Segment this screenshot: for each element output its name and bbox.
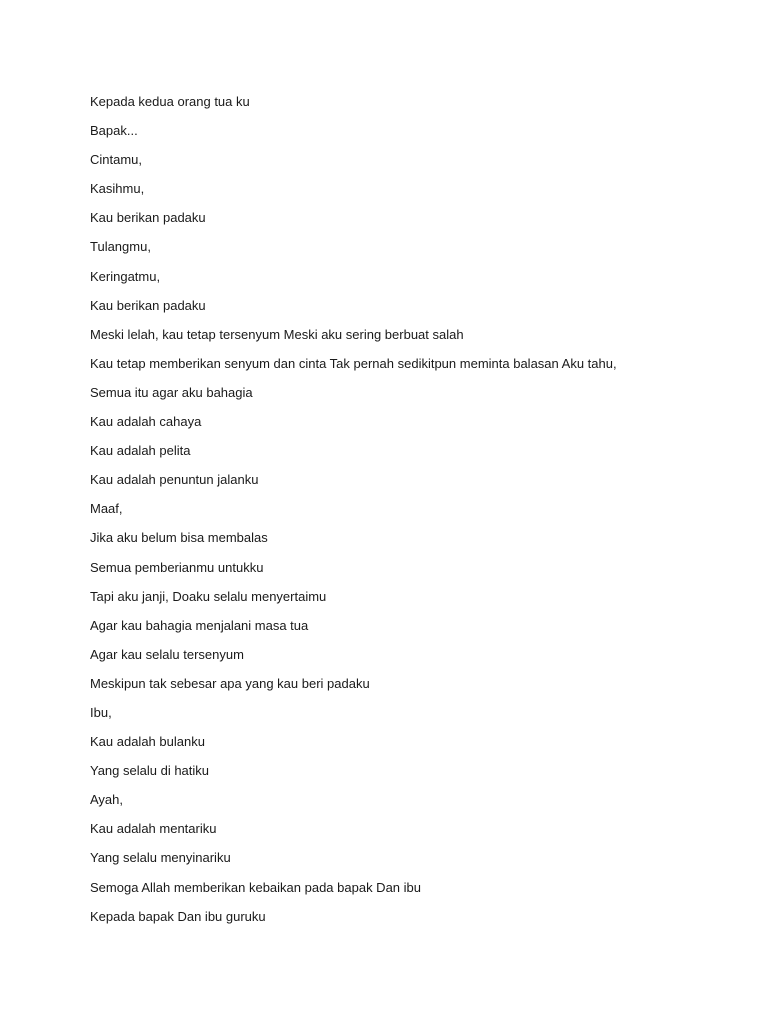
text-line: Kau adalah cahaya [90,414,202,430]
text-line: Meski lelah, kau tetap tersenyum Meski aku sering berbuat salah [90,326,464,342]
text-line: Kepada bapak Dan ibu guruku [90,908,266,924]
text-line: Kau adalah pelita [90,443,191,459]
text-line: Cintamu, [90,152,143,168]
text-line: Tapi aku janji, Doaku selalu menyertaimu [90,588,327,604]
text-line: Ibu, [90,704,112,720]
text-line: Agar kau selalu tersenyum [90,646,244,662]
text-line: Semoga Allah memberikan kebaikan pada bapak Dan ibu [90,879,421,895]
text-line: Kau berikan padaku [90,297,206,313]
poem-text [90,92,617,936]
text-line: Kau adalah penuntun jalanku [90,472,259,488]
text-line: Jika aku belum bisa membalas [90,530,268,546]
text-line: Keringatmu, [90,268,161,284]
text-line: Meskipun tak sebesar apa yang kau beri padaku [90,675,370,691]
text-line: Ayah, [90,792,124,808]
text-line: Maaf, [90,501,123,517]
text-line: Kepada kedua orang tua ku [90,94,250,109]
text-line: Bapak... [90,123,138,139]
text-line: Kasihmu, [90,181,145,197]
text-line: Semua itu agar aku bahagia [90,384,253,400]
text-line: Yang selalu menyinariku [90,850,231,866]
text-line: Semua pemberianmu untukku [90,559,264,575]
text-line: Tulangmu, [90,239,151,255]
text-line: Yang selalu di hatiku [90,763,210,779]
text-line: Kau adalah bulanku [90,734,205,750]
text-line: Kau tetap memberikan senyum dan cinta Tak pernah sedikitpun meminta balasan Aku tahu, [90,355,617,371]
text-line: Kau berikan padaku [90,210,206,226]
text-line: Agar kau bahagia menjalani masa tua [90,617,309,633]
text-line: Kau adalah mentariku [90,821,217,837]
